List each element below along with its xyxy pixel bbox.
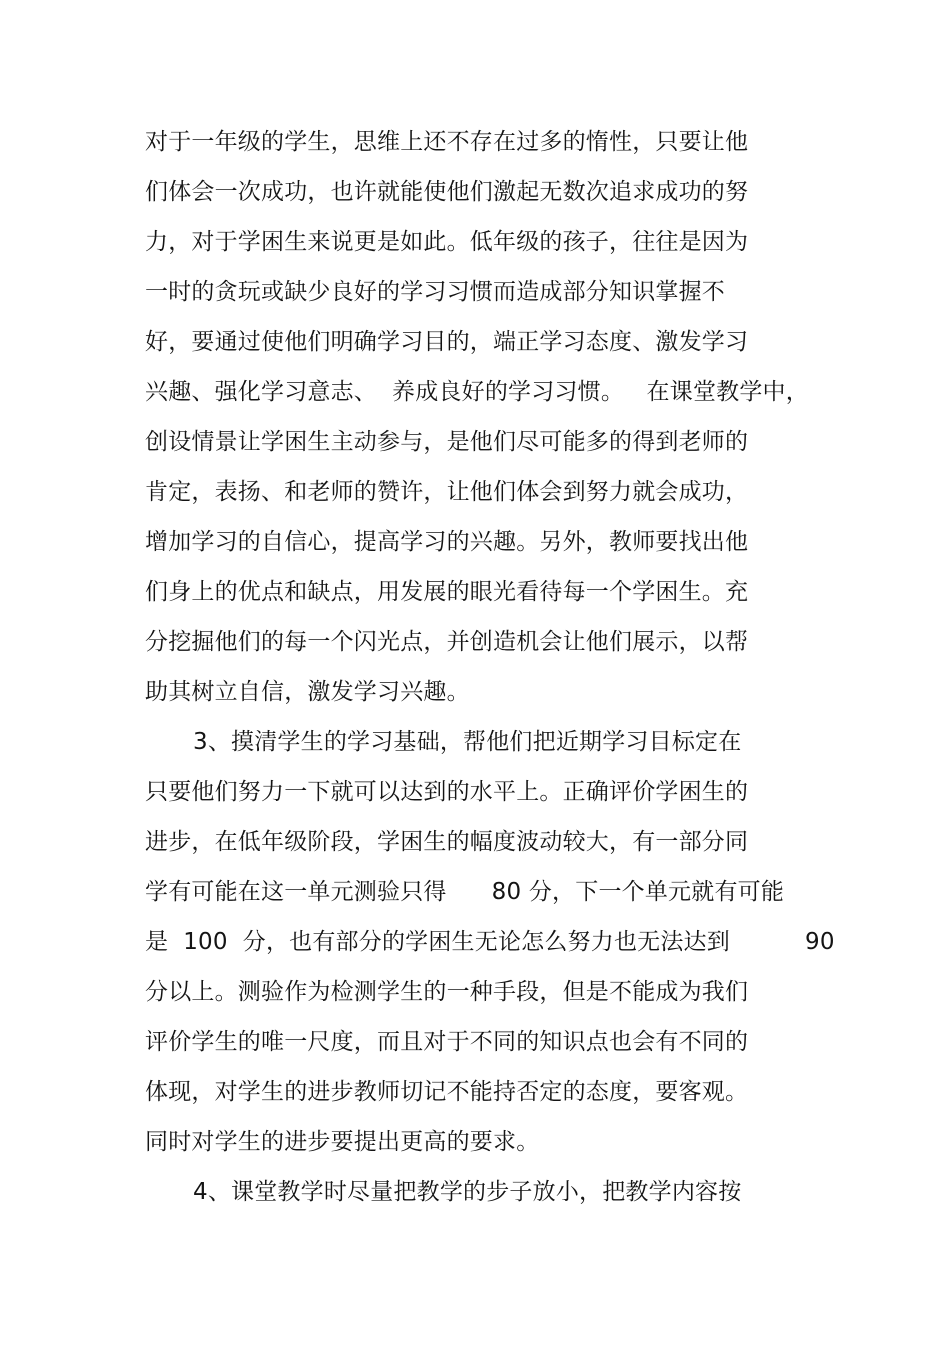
text-line: 评价学生的唯一尺度，而且对于不同的知识点也会有不同的 <box>145 1029 749 1055</box>
text-line: 学有可能在这一单元测验只得 80 分，下一个单元就有可能 <box>145 879 785 905</box>
text-line: 一时的贪玩或缺少良好的学习习惯而造成部分知识掌握不 <box>145 279 725 305</box>
text-line: 只要他们努力一下就可以达到的水平上。正确评价学困生的 <box>145 779 749 805</box>
text-line: 力，对于学困生来说更是如此。低年级的孩子，往往是因为 <box>145 229 749 255</box>
text-line: 助其树立自信，激发学习兴趣。 <box>145 679 470 705</box>
text-line: 对于一年级的学生，思维上还不存在过多的惰性，只要让他 <box>145 129 749 155</box>
text-line: 肯定，表扬、和老师的赞许，让他们体会到努力就会成功， <box>145 479 749 505</box>
text-line: 增加学习的自信心，提高学习的兴趣。另外，教师要找出他 <box>145 529 749 555</box>
text-line: 分以上。测验作为检测学生的一种手段，但是不能成为我们 <box>145 979 749 1005</box>
text-line: 进步，在低年级阶段，学困生的幅度波动较大，有一部分同 <box>145 829 749 855</box>
text-line: 分挖掘他们的每一个闪光点，并创造机会让他们展示，以帮 <box>145 629 749 655</box>
text-line: 好，要通过使他们明确学习目的，端正学习态度、激发学习 <box>145 329 749 355</box>
text-line: 兴趣、强化学习意志、 养成良好的学习习惯。 在课堂教学中， <box>145 379 809 405</box>
text-line: 们体会一次成功，也许就能使他们激起无数次追求成功的努 <box>145 179 749 205</box>
text-line: 创设情景让学困生主动参与，是他们尽可能多的得到老师的 <box>145 429 749 455</box>
text-line: 们身上的优点和缺点，用发展的眼光看待每一个学困生。充 <box>145 579 749 605</box>
text-line: 同时对学生的进步要提出更高的要求。 <box>145 1129 540 1155</box>
paragraph-4-first-line: 4、课堂教学时尽量把教学的步子放小，把教学内容按 <box>193 1179 742 1205</box>
paragraph-3-first-line: 3、摸清学生的学习基础，帮他们把近期学习目标定在 <box>193 729 742 755</box>
text-line: 是 100 分，也有部分的学困生无论怎么努力也无法达到 90 <box>145 929 835 955</box>
text-line: 体现，对学生的进步教师切记不能持否定的态度，要客观。 <box>145 1079 749 1105</box>
